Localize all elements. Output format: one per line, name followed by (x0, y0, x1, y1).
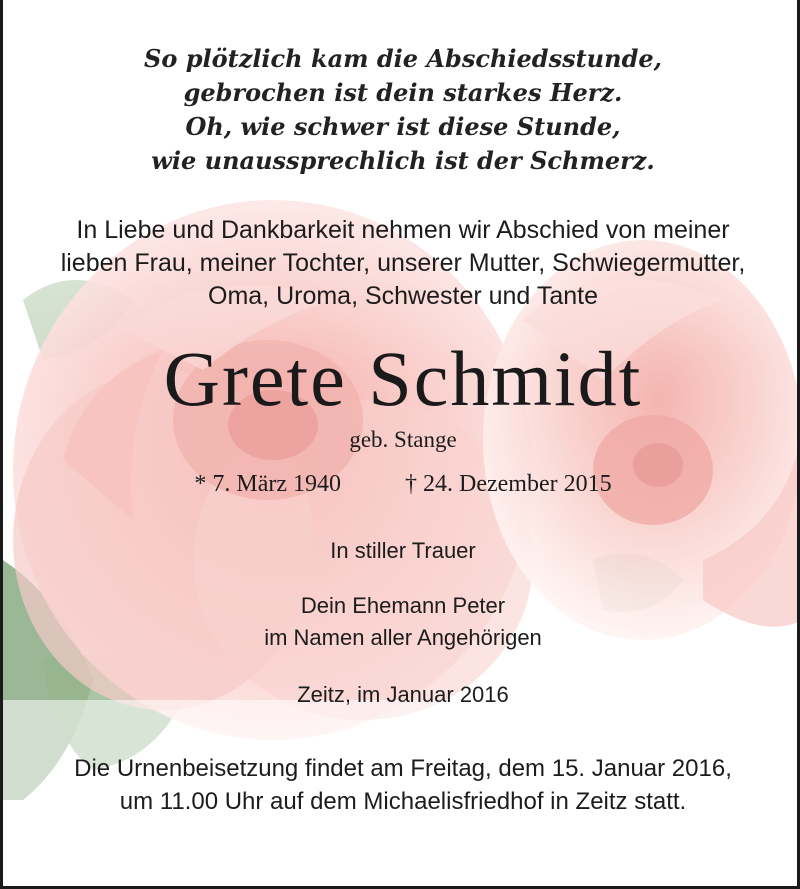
life-dates (3, 468, 800, 500)
birth-date: * 7. März 1940 (194, 471, 342, 497)
intro-line: In Liebe und Dankbarkeit nehmen wir Abschied von meiner (76, 216, 730, 244)
place-date: Zeitz, im Januar 2016 (297, 682, 509, 707)
poem-line: gebrochen ist dein starkes Herz. (183, 78, 623, 107)
deceased-name: Grete Schmidt (163, 335, 643, 422)
poem-line: wie unaussprechlich ist der Schmerz. (151, 146, 655, 175)
maiden-name: geb. Stange (349, 427, 457, 452)
poem (3, 42, 800, 178)
mourning-line: In stiller Trauer (330, 538, 476, 563)
signer-line: Dein Ehemann Peter (300, 593, 506, 618)
signers (3, 590, 800, 654)
intro-text (3, 214, 800, 313)
burial-line: um 11.00 Uhr auf dem Michaelisfriedhof in Zeitz statt. (119, 788, 687, 815)
signer-line: im Namen aller Angehörigen (264, 625, 542, 650)
burial-info (3, 752, 800, 818)
intro-line: lieben Frau, meiner Tochter, unserer Mutter, Schwiegermutter, (60, 249, 746, 277)
poem-line: So plötzlich kam die Abschiedsstunde, (144, 44, 662, 73)
poem-line: Oh, wie schwer ist diese Stunde, (185, 112, 621, 141)
death-date: † 24. Dezember 2015 (405, 471, 612, 497)
intro-line: Oma, Uroma, Schwester und Tante (208, 282, 598, 310)
burial-line: Die Urnenbeisetzung findet am Freitag, dem 15. Januar 2016, (74, 755, 732, 782)
